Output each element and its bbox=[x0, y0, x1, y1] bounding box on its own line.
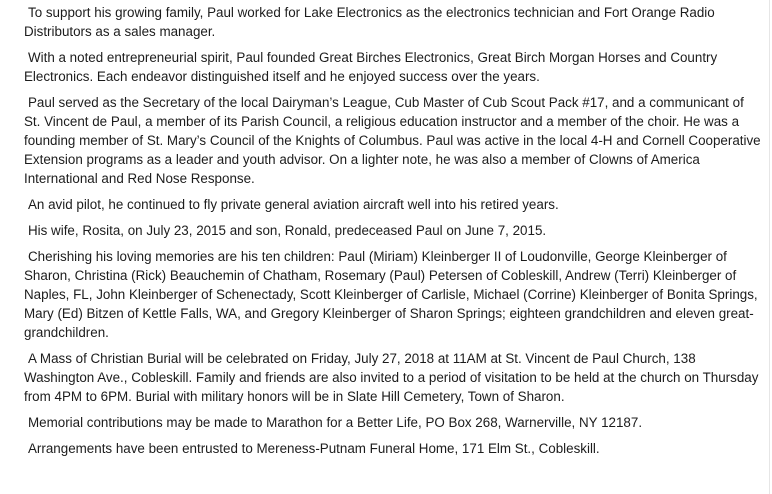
paragraph-mass-burial: A Mass of Christian Burial will be celebrated on Friday, July 27, 2018 at 11AM at St. Vincent de Paul Church, 138 Washington Ave., Cobleskill. Family and friends are also invited to a period of visitation to be held at the church on Thursday from 4PM to 6PM. Burial with military honors will be in Slate Hill Cemetery, Town of Sharon. bbox=[24, 351, 759, 404]
paragraph-pilot: An avid pilot, he continued to fly private general aviation aircraft well into his retired years. bbox=[28, 197, 559, 212]
paragraph-arrangements: Arrangements have been entrusted to Mereness-Putnam Funeral Home, 171 Elm St., Cobleskill. bbox=[28, 441, 600, 456]
paragraph-memorial-contributions: Memorial contributions may be made to Marathon for a Better Life, PO Box 268, Warnerville, NY 12187. bbox=[28, 415, 643, 430]
paragraph-entrepreneur: With a noted entrepreneurial spirit, Paul founded Great Birches Electronics, Great Birch Morgan Horses and Country Electronics. Each endeavor distinguished itself and he enjoyed success over the years. bbox=[24, 50, 718, 84]
paragraph-predeceased: His wife, Rosita, on July 23, 2015 and son, Ronald, predeceased Paul on June 7, 2015. bbox=[28, 223, 547, 238]
right-divider bbox=[769, 0, 770, 494]
paragraph-family-work: To support his growing family, Paul worked for Lake Electronics as the electronics technician and Fort Orange Radio Distributors as a sales manager. bbox=[24, 5, 715, 39]
paragraph-community-service: Paul served as the Secretary of the local Dairyman’s League, Cub Master of Cub Scout Pack #17, and a communicant of St. Vincent de Paul, a member of its Parish Council, a religious education instructor and a member of the choir. He was a founding member of St. Mary’s Council of the Knights of Columbus. Paul was active in the local 4-H and Cornell Cooperative Extension programs as a leader and youth advisor. On a lighter note, he was also a member of Clowns of America International and Red Nose Response. bbox=[24, 95, 761, 186]
paragraph-survivors: Cherishing his loving memories are his ten children: Paul (Miriam) Kleinberger II of Loudonville, George Kleinberger of Sharon, Christina (Rick) Beauchemin of Chatham, Rosemary (Paul) Petersen of Cobleskill, Andrew (Terri) Kleinberger of Naples, FL, John Kleinberger of Schenectady, Scott Kleinberger of Carlisle, Michael (Corrine) Kleinberger of Bonita Springs, Mary (Ed) Bitzen of Kettle Falls, WA, and Gregory Kleinberger of Sharon Springs; eighteen grandchildren and eleven great-grandchildren. bbox=[24, 249, 758, 340]
